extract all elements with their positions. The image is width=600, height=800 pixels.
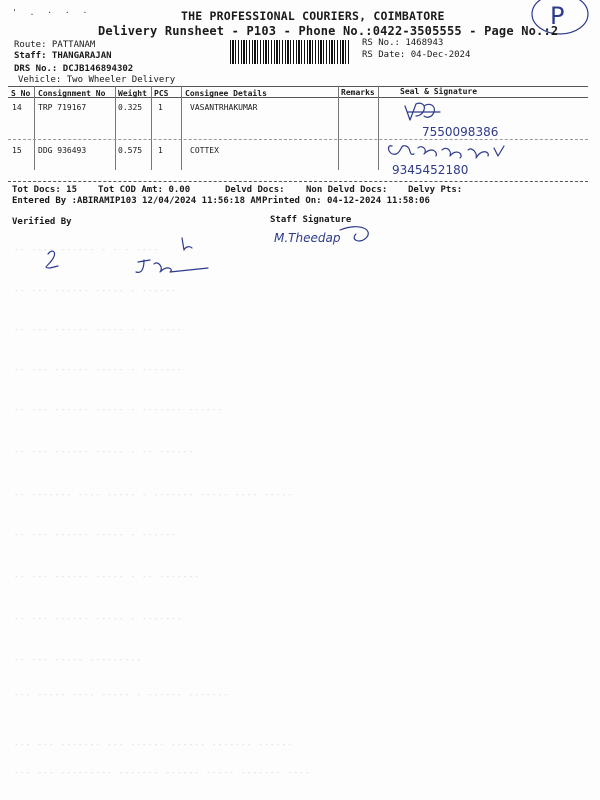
rs-date: RS Date: 04-Dec-2024 — [362, 50, 471, 60]
total-docs: Tot Docs: 15 — [12, 185, 78, 195]
bleed-through-row: --- --- --------- ------- ------ ----- ------- ---- — [14, 768, 311, 777]
handwritten-phone: 7550098386 — [422, 125, 499, 139]
col-header-sno: S No — [11, 89, 31, 98]
drs-label: DRS No.: — [14, 64, 63, 74]
staff-signature-label: Staff Signature — [270, 215, 352, 225]
table-bottom-border — [8, 181, 588, 182]
route-label: Route: PATTANAM — [14, 40, 96, 50]
bleed-through-row: -- --- ------ ----- - ------ — [14, 286, 177, 295]
staff-signature — [270, 222, 380, 248]
rs-number: RS No.: 1468943 — [362, 38, 444, 48]
verified-by-label: Verified By — [12, 217, 72, 227]
bleed-through-row: -- --- ------ ----- - ------- ------ — [14, 405, 224, 414]
non-delivered-docs: Non Delvd Docs: — [306, 185, 388, 195]
printed-on: Printed On: 04-12-2024 11:58:06 — [262, 196, 430, 206]
row-weight: 0.575 — [118, 146, 143, 155]
runsheet-title: Delivery Runsheet - P103 - Phone No.:0422-3505555 - Page No.:2 — [98, 24, 559, 38]
svg-text:P: P — [550, 2, 565, 30]
col-header-consignment: Consignment No — [38, 89, 106, 98]
row-sno: 15 — [12, 146, 22, 155]
col-header-seal: Seal & Signature — [400, 87, 478, 96]
row-consignee: COTTEX — [190, 146, 219, 155]
bleed-through-row: -- ---- ------ - - - ---- — [14, 245, 160, 254]
handwritten-tamil-name — [389, 146, 504, 158]
bleed-through-row: -- --- ------ ----- - -- ------ — [14, 447, 195, 456]
col-header-consignee: Consignee Details — [185, 89, 267, 98]
bleed-through-row: --- --- ------- --- ------ ------ ------- ------ — [14, 740, 294, 749]
vehicle-label: Vehicle: Two Wheeler Delivery — [18, 75, 176, 85]
scan-speckles: ' . · · · — [12, 8, 92, 17]
row-consignment: TRP 719167 — [38, 103, 87, 112]
bleed-through-row: -- --- ------ ----- - ------- — [14, 365, 183, 374]
col-divider — [378, 86, 379, 170]
row-pcs: 1 — [158, 146, 163, 155]
col-header-remarks: Remarks — [341, 88, 375, 97]
delivery-points: Delvy Pts: — [408, 185, 463, 195]
bleed-through-row: -- ------- ---- ----- - ------- ----- ---- ----- — [14, 490, 294, 499]
bleed-through-row: -- --- ----- --------- — [14, 655, 142, 664]
seal-signature-area — [380, 98, 540, 180]
svg-text:M.Theedap: M.Theedap — [274, 231, 341, 245]
bleed-through-row: --- ----- ---- ----- - ------ ------- — [14, 690, 230, 699]
bleed-through-row: -- --- ------ ----- - -- ------- — [14, 572, 201, 581]
delivered-docs: Delvd Docs: — [225, 185, 285, 195]
col-divider — [338, 86, 339, 170]
row-weight: 0.325 — [118, 103, 143, 112]
row-pcs: 1 — [158, 103, 163, 112]
handwritten-signature — [405, 103, 440, 120]
row-consignment: DDG 936493 — [38, 146, 87, 155]
staff-label: Staff: THANGARAJAN — [14, 51, 112, 61]
col-header-weight: Weight — [118, 89, 147, 98]
barcode — [230, 40, 350, 64]
row-sno: 14 — [12, 103, 22, 112]
drs-number — [14, 64, 133, 74]
bleed-through-row: -- --- ------ ----- - ------- — [14, 614, 183, 623]
entered-by: Entered By :ABIRAMIP103 12/04/2024 11:56:18 AM — [12, 196, 262, 206]
col-header-pcs: PCS — [154, 89, 169, 98]
col-divider — [34, 86, 35, 170]
col-divider — [181, 86, 182, 170]
verified-by-signature — [30, 234, 220, 280]
row-consignee: VASANTRHAKUMAR — [190, 103, 258, 112]
company-title: THE PROFESSIONAL COURIERS, COIMBATORE — [181, 9, 445, 23]
bleed-through-row: -- --- ------ ----- - -- ---- — [14, 325, 183, 334]
drs-value: DCJB146894302 — [62, 64, 134, 74]
col-divider — [151, 86, 152, 170]
col-divider — [115, 86, 116, 170]
handwritten-phone: 9345452180 — [392, 163, 469, 177]
total-cod-amount: Tot COD Amt: 0.00 — [98, 185, 191, 195]
bleed-through-row: -- --- ------ ----- - ------ — [14, 530, 177, 539]
table-top-border — [8, 86, 588, 87]
